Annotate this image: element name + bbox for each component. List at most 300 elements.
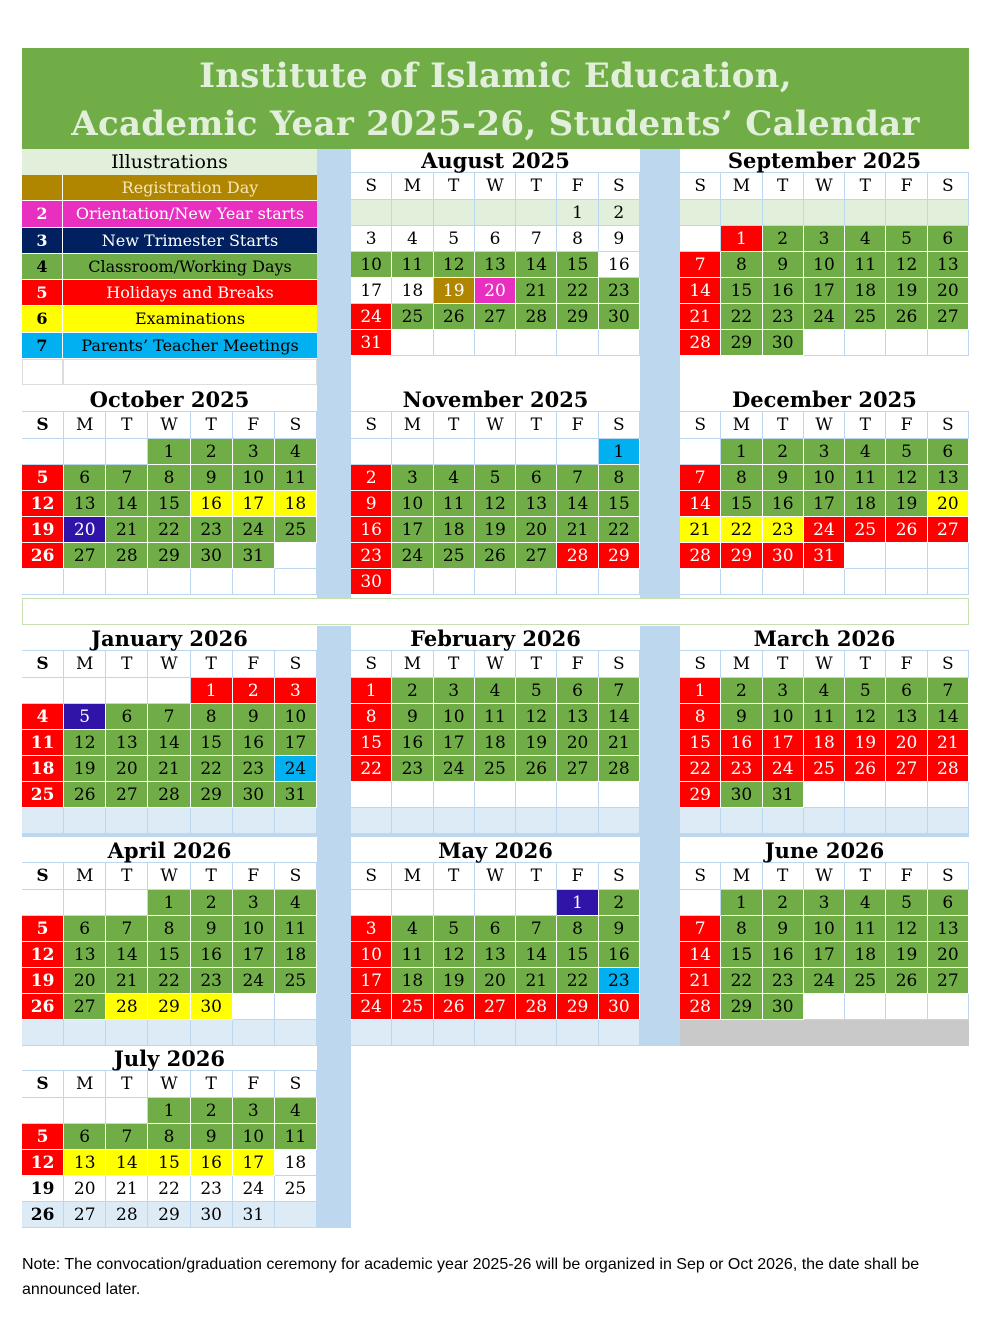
legend-blank-cell xyxy=(22,359,63,385)
day-cell: 6 xyxy=(928,226,969,252)
day-cell: 29 xyxy=(721,543,762,569)
day-cell: 27 xyxy=(64,1202,106,1228)
empty-day-cell xyxy=(599,782,640,808)
day-cell: 25 xyxy=(434,543,475,569)
empty-day-cell xyxy=(886,1020,927,1046)
day-cell: 9 xyxy=(191,1124,233,1150)
day-cell: 6 xyxy=(475,226,516,252)
empty-day-cell xyxy=(475,200,516,226)
empty-day-cell xyxy=(845,808,886,834)
empty-day-cell xyxy=(557,439,598,465)
empty-day-cell xyxy=(680,439,721,465)
weekday-header: S xyxy=(275,1071,317,1098)
separator-strip xyxy=(640,626,680,809)
day-cell: 8 xyxy=(191,704,233,730)
day-cell: 26 xyxy=(886,304,927,330)
day-cell: 21 xyxy=(557,517,598,543)
day-cell: 17 xyxy=(804,278,845,304)
legend-heading: Illustrations xyxy=(22,149,317,175)
weekday-header: S xyxy=(599,651,640,678)
empty-day-cell xyxy=(928,782,969,808)
day-cell: 21 xyxy=(106,1176,148,1202)
month-may-2026 xyxy=(351,839,640,1046)
empty-day-cell xyxy=(351,1020,392,1046)
empty-day-cell xyxy=(845,330,886,356)
empty-day-cell xyxy=(886,782,927,808)
empty-day-cell xyxy=(148,1228,190,1254)
empty-day-cell xyxy=(22,439,64,465)
day-cell: 14 xyxy=(680,278,721,304)
empty-day-cell xyxy=(557,1020,598,1046)
day-cell: 14 xyxy=(516,942,557,968)
weekday-header: S xyxy=(22,412,64,439)
day-cell: 18 xyxy=(275,491,317,517)
empty-day-cell xyxy=(148,678,190,704)
day-cell: 17 xyxy=(275,730,317,756)
empty-day-cell xyxy=(22,1228,64,1254)
weekday-header: M xyxy=(392,173,433,200)
day-cell: 1 xyxy=(191,678,233,704)
day-cell: 3 xyxy=(804,890,845,916)
day-cell: 28 xyxy=(680,543,721,569)
weekday-header: W xyxy=(475,173,516,200)
weekday-header: S xyxy=(680,651,721,678)
day-cell: 18 xyxy=(22,756,64,782)
month-april-2026 xyxy=(22,839,317,1046)
empty-day-cell xyxy=(928,543,969,569)
weekday-header: M xyxy=(64,1071,106,1098)
day-cell: 25 xyxy=(275,1176,317,1202)
empty-day-cell xyxy=(351,200,392,226)
empty-day-cell xyxy=(191,1020,233,1046)
weekday-header: T xyxy=(845,412,886,439)
day-cell: 20 xyxy=(516,517,557,543)
empty-day-cell xyxy=(845,1020,886,1046)
weekday-header: T xyxy=(106,412,148,439)
day-cell: 24 xyxy=(804,517,845,543)
empty-day-cell xyxy=(928,330,969,356)
empty-day-cell xyxy=(148,1020,190,1046)
weekday-header: T xyxy=(516,863,557,890)
weekday-header: T xyxy=(191,651,233,678)
empty-day-cell xyxy=(392,569,433,595)
empty-day-cell xyxy=(516,439,557,465)
empty-day-cell xyxy=(392,200,433,226)
day-cell: 7 xyxy=(599,678,640,704)
day-cell: 17 xyxy=(233,942,275,968)
day-cell: 21 xyxy=(106,968,148,994)
empty-day-cell xyxy=(64,569,106,595)
weekday-header: M xyxy=(64,412,106,439)
empty-day-cell xyxy=(22,1098,64,1124)
weekday-header: T xyxy=(845,863,886,890)
day-cell: 12 xyxy=(64,730,106,756)
day-cell: 27 xyxy=(886,756,927,782)
weekday-header: F xyxy=(886,412,927,439)
day-cell: 11 xyxy=(475,704,516,730)
day-cell: 19 xyxy=(434,968,475,994)
empty-day-cell xyxy=(233,1020,275,1046)
empty-day-cell xyxy=(845,200,886,226)
day-cell: 3 xyxy=(763,678,804,704)
weekday-header: F xyxy=(886,173,927,200)
weekday-header: S xyxy=(351,412,392,439)
day-cell: 14 xyxy=(106,942,148,968)
day-cell: 23 xyxy=(351,543,392,569)
weekday-header: W xyxy=(475,651,516,678)
day-cell: 26 xyxy=(845,756,886,782)
day-cell: 24 xyxy=(763,756,804,782)
day-cell: 16 xyxy=(191,491,233,517)
day-cell: 30 xyxy=(351,569,392,595)
day-cell: 13 xyxy=(928,465,969,491)
empty-day-cell xyxy=(392,1020,433,1046)
empty-day-cell xyxy=(557,808,598,834)
empty-day-cell xyxy=(475,782,516,808)
day-cell: 28 xyxy=(557,543,598,569)
day-cell: 11 xyxy=(392,252,433,278)
day-cell: 8 xyxy=(148,465,190,491)
day-cell: 6 xyxy=(886,678,927,704)
day-cell: 15 xyxy=(721,491,762,517)
day-cell: 8 xyxy=(557,916,598,942)
empty-day-cell xyxy=(22,808,64,834)
day-cell: 20 xyxy=(64,1176,106,1202)
day-cell: 10 xyxy=(233,1124,275,1150)
day-cell: 24 xyxy=(351,304,392,330)
day-cell: 1 xyxy=(557,200,598,226)
weekday-header: T xyxy=(106,651,148,678)
weekday-header: F xyxy=(557,173,598,200)
day-cell: 24 xyxy=(351,994,392,1020)
empty-day-cell xyxy=(516,808,557,834)
day-cell: 12 xyxy=(845,704,886,730)
day-cell: 28 xyxy=(680,330,721,356)
day-cell: 13 xyxy=(64,1150,106,1176)
day-cell: 9 xyxy=(392,704,433,730)
day-cell: 7 xyxy=(106,1124,148,1150)
empty-day-cell xyxy=(680,569,721,595)
day-cell: 17 xyxy=(804,942,845,968)
day-cell: 25 xyxy=(804,756,845,782)
empty-day-cell xyxy=(599,569,640,595)
day-cell: 4 xyxy=(804,678,845,704)
day-cell: 3 xyxy=(351,916,392,942)
weekday-header: T xyxy=(763,412,804,439)
day-cell: 9 xyxy=(599,226,640,252)
day-cell: 12 xyxy=(22,1150,64,1176)
day-cell: 20 xyxy=(475,968,516,994)
weekday-header: S xyxy=(599,173,640,200)
day-cell: 8 xyxy=(721,916,762,942)
empty-day-cell xyxy=(434,1020,475,1046)
day-cell: 30 xyxy=(599,304,640,330)
weekday-header: T xyxy=(434,173,475,200)
weekday-header: T xyxy=(845,651,886,678)
day-cell: 23 xyxy=(392,756,433,782)
day-cell: 7 xyxy=(516,226,557,252)
day-cell: 1 xyxy=(721,226,762,252)
day-cell: 27 xyxy=(557,756,598,782)
day-cell: 17 xyxy=(763,730,804,756)
month-name: March 2026 xyxy=(680,627,969,651)
empty-day-cell xyxy=(64,1098,106,1124)
day-cell: 5 xyxy=(516,678,557,704)
month-name: April 2026 xyxy=(22,839,317,863)
empty-day-cell xyxy=(557,569,598,595)
empty-day-cell xyxy=(106,678,148,704)
weekday-header: S xyxy=(22,863,64,890)
day-cell: 25 xyxy=(392,994,433,1020)
day-cell: 2 xyxy=(191,439,233,465)
weekday-header: F xyxy=(233,412,275,439)
empty-day-cell xyxy=(763,200,804,226)
empty-day-cell xyxy=(475,439,516,465)
month-name: September 2025 xyxy=(680,149,969,173)
day-cell: 27 xyxy=(475,994,516,1020)
weekday-header: W xyxy=(475,412,516,439)
day-cell: 8 xyxy=(148,1124,190,1150)
day-cell: 15 xyxy=(557,942,598,968)
weekday-header: S xyxy=(680,173,721,200)
day-cell: 23 xyxy=(721,756,762,782)
legend-number: 2 xyxy=(22,201,63,227)
day-cell: 15 xyxy=(148,942,190,968)
day-cell: 17 xyxy=(351,278,392,304)
day-cell: 11 xyxy=(845,465,886,491)
empty-day-cell xyxy=(928,1020,969,1046)
day-cell: 4 xyxy=(845,890,886,916)
day-cell: 8 xyxy=(680,704,721,730)
legend-number: 5 xyxy=(22,280,63,306)
weekday-header: M xyxy=(64,863,106,890)
empty-day-cell xyxy=(516,569,557,595)
day-cell: 4 xyxy=(275,890,317,916)
day-cell: 6 xyxy=(64,465,106,491)
month-name: February 2026 xyxy=(351,627,640,651)
day-cell: 4 xyxy=(275,439,317,465)
day-cell: 2 xyxy=(392,678,433,704)
day-cell: 3 xyxy=(392,465,433,491)
day-cell: 17 xyxy=(233,491,275,517)
weekday-header: W xyxy=(148,1071,190,1098)
day-cell: 26 xyxy=(886,517,927,543)
day-cell: 31 xyxy=(804,543,845,569)
day-cell: 17 xyxy=(233,1150,275,1176)
day-cell: 5 xyxy=(886,226,927,252)
empty-day-cell xyxy=(22,678,64,704)
day-cell: 30 xyxy=(191,994,233,1020)
weekday-header: T xyxy=(434,651,475,678)
day-cell: 29 xyxy=(721,330,762,356)
day-cell: 7 xyxy=(680,465,721,491)
empty-day-cell xyxy=(191,808,233,834)
weekday-header: T xyxy=(434,412,475,439)
day-cell: 7 xyxy=(680,916,721,942)
day-cell: 3 xyxy=(804,439,845,465)
empty-day-cell xyxy=(106,569,148,595)
empty-day-cell xyxy=(275,543,317,569)
day-cell: 11 xyxy=(434,491,475,517)
day-cell: 19 xyxy=(886,491,927,517)
day-cell: 23 xyxy=(191,517,233,543)
day-cell: 31 xyxy=(351,330,392,356)
title-line-2: Academic Year 2025-26, Students’ Calendar xyxy=(71,104,920,144)
day-cell: 19 xyxy=(886,278,927,304)
day-cell: 24 xyxy=(233,968,275,994)
day-cell: 10 xyxy=(434,704,475,730)
day-cell: 22 xyxy=(557,968,598,994)
month-october-2025 xyxy=(22,388,317,595)
weekday-header: M xyxy=(721,863,762,890)
day-cell: 28 xyxy=(516,994,557,1020)
footer-note: Note: The convocation/graduation ceremony for academic year 2025-26 will be organized in Sep or Oct 2026, the date shall be announced later. xyxy=(22,1256,920,1298)
empty-day-cell xyxy=(64,808,106,834)
day-cell: 21 xyxy=(680,968,721,994)
empty-day-cell xyxy=(392,782,433,808)
day-cell: 22 xyxy=(148,1176,190,1202)
weekday-header: W xyxy=(475,863,516,890)
day-cell: 3 xyxy=(233,890,275,916)
empty-day-cell xyxy=(22,569,64,595)
day-cell: 5 xyxy=(434,916,475,942)
empty-day-cell xyxy=(475,890,516,916)
day-cell: 11 xyxy=(845,916,886,942)
empty-day-cell xyxy=(886,543,927,569)
day-cell: 5 xyxy=(434,226,475,252)
day-cell: 7 xyxy=(557,465,598,491)
day-cell: 12 xyxy=(475,491,516,517)
day-cell: 8 xyxy=(599,465,640,491)
day-cell: 23 xyxy=(763,968,804,994)
month-name: January 2026 xyxy=(22,627,317,651)
month-december-2025 xyxy=(680,388,969,595)
empty-day-cell xyxy=(928,808,969,834)
day-cell: 19 xyxy=(64,756,106,782)
day-cell: 6 xyxy=(928,890,969,916)
separator-strip xyxy=(317,149,351,598)
legend-label: Examinations xyxy=(63,306,317,332)
legend-label: New Trimester Starts xyxy=(63,228,317,254)
day-cell: 6 xyxy=(928,439,969,465)
day-cell: 13 xyxy=(928,252,969,278)
day-cell: 26 xyxy=(22,543,64,569)
day-cell: 22 xyxy=(191,756,233,782)
day-cell: 24 xyxy=(804,968,845,994)
month-november-2025 xyxy=(351,388,640,595)
empty-day-cell xyxy=(148,808,190,834)
day-cell: 18 xyxy=(804,730,845,756)
day-cell: 25 xyxy=(845,304,886,330)
day-cell: 10 xyxy=(392,491,433,517)
day-cell: 3 xyxy=(275,678,317,704)
day-cell: 26 xyxy=(475,543,516,569)
empty-day-cell xyxy=(392,330,433,356)
empty-day-cell xyxy=(434,439,475,465)
weekday-header: M xyxy=(721,651,762,678)
empty-day-cell xyxy=(680,808,721,834)
day-cell: 5 xyxy=(886,439,927,465)
day-cell: 10 xyxy=(804,252,845,278)
day-cell: 11 xyxy=(275,1124,317,1150)
day-cell: 25 xyxy=(275,968,317,994)
day-cell: 27 xyxy=(928,968,969,994)
day-cell: 15 xyxy=(148,491,190,517)
day-cell: 16 xyxy=(351,517,392,543)
day-cell: 1 xyxy=(148,890,190,916)
legend-label: Classroom/Working Days xyxy=(63,254,317,280)
empty-day-cell xyxy=(148,569,190,595)
empty-day-cell xyxy=(191,569,233,595)
empty-day-cell xyxy=(804,330,845,356)
day-cell: 10 xyxy=(763,704,804,730)
day-cell: 29 xyxy=(599,543,640,569)
empty-day-cell xyxy=(275,1202,317,1228)
legend-label: Holidays and Breaks xyxy=(63,280,317,306)
day-cell: 19 xyxy=(475,517,516,543)
empty-day-cell xyxy=(721,200,762,226)
day-cell: 29 xyxy=(148,543,190,569)
day-cell: 25 xyxy=(275,517,317,543)
day-cell: 16 xyxy=(599,252,640,278)
weekday-header: T xyxy=(763,651,804,678)
empty-day-cell xyxy=(434,569,475,595)
weekday-header: F xyxy=(233,863,275,890)
weekday-header: S xyxy=(351,173,392,200)
day-cell: 28 xyxy=(928,756,969,782)
day-cell: 6 xyxy=(516,465,557,491)
day-cell: 21 xyxy=(599,730,640,756)
weekday-header: W xyxy=(148,651,190,678)
empty-day-cell xyxy=(680,200,721,226)
day-cell: 16 xyxy=(191,942,233,968)
day-cell: 12 xyxy=(886,252,927,278)
day-cell: 21 xyxy=(148,756,190,782)
day-cell: 5 xyxy=(22,1124,64,1150)
day-cell: 24 xyxy=(233,1176,275,1202)
empty-day-cell xyxy=(475,1020,516,1046)
empty-day-cell xyxy=(886,994,927,1020)
day-cell: 30 xyxy=(599,994,640,1020)
day-cell: 18 xyxy=(845,491,886,517)
day-cell: 26 xyxy=(434,304,475,330)
day-cell: 31 xyxy=(233,1202,275,1228)
day-cell: 29 xyxy=(148,1202,190,1228)
day-cell: 1 xyxy=(599,439,640,465)
empty-day-cell xyxy=(434,330,475,356)
weekday-header: F xyxy=(233,1071,275,1098)
empty-day-cell xyxy=(845,543,886,569)
month-july-2026 xyxy=(22,1047,317,1254)
day-cell: 26 xyxy=(64,782,106,808)
empty-day-cell xyxy=(516,200,557,226)
day-cell: 23 xyxy=(191,968,233,994)
empty-day-cell xyxy=(599,808,640,834)
day-cell: 4 xyxy=(845,226,886,252)
day-cell: 1 xyxy=(721,890,762,916)
day-cell: 23 xyxy=(599,968,640,994)
day-cell: 18 xyxy=(845,278,886,304)
empty-day-cell xyxy=(721,1020,762,1046)
day-cell: 4 xyxy=(845,439,886,465)
day-cell: 14 xyxy=(680,491,721,517)
day-cell: 12 xyxy=(434,252,475,278)
day-cell: 27 xyxy=(106,782,148,808)
day-cell: 12 xyxy=(434,942,475,968)
day-cell: 23 xyxy=(191,1176,233,1202)
weekday-header: S xyxy=(351,863,392,890)
separator-strip xyxy=(317,1046,351,1228)
